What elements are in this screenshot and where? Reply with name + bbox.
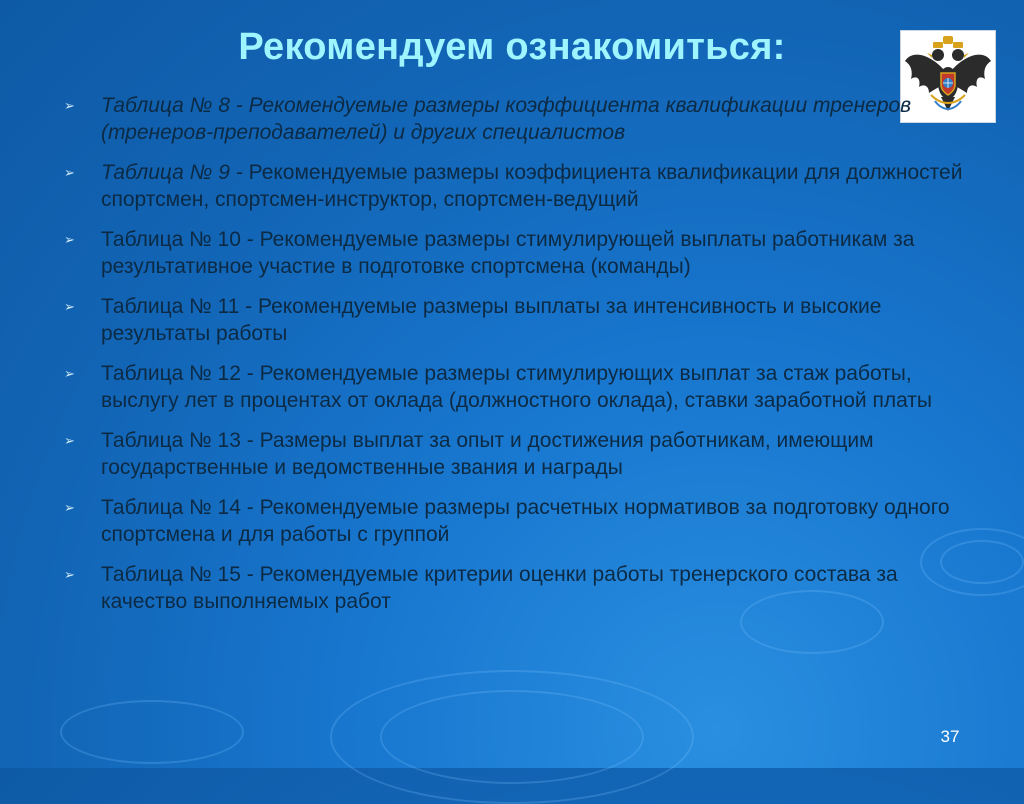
ripple-decoration: [330, 670, 694, 804]
arrow-bullet-icon: ➢: [64, 500, 75, 515]
arrow-bullet-icon: ➢: [64, 366, 75, 381]
item-text: Рекомендуемые размеры стимулирующих выплат за стаж работы, выслугу лет в процентах от оклада (должностного оклада), ставки заработной платы: [101, 362, 933, 412]
item-prefix: Таблица № 15 -: [101, 563, 260, 586]
list-item: [62, 360, 967, 414]
arrow-bullet-icon: ➢: [64, 567, 75, 582]
list-item: [62, 293, 967, 347]
arrow-bullet-icon: ➢: [64, 165, 75, 180]
item-prefix: Таблица № 11 -: [101, 295, 258, 318]
item-prefix: Таблица № 10 -: [101, 228, 260, 251]
list-item: [62, 92, 967, 146]
page-number: 37: [940, 727, 960, 746]
ripple-decoration: [60, 700, 244, 764]
tables-list: [62, 92, 967, 628]
ripple-decoration: [380, 690, 644, 784]
item-text: Размеры выплат за опыт и достижения работникам, имеющим государственные и ведомственные звания и награды: [101, 429, 874, 479]
item-prefix: Таблица № 14 -: [101, 496, 260, 519]
list-item: [62, 159, 967, 213]
item-prefix: Таблица № 13 -: [101, 429, 260, 452]
item-prefix: Таблица № 8 -: [101, 94, 249, 117]
list-item: [62, 226, 967, 280]
arrow-bullet-icon: ➢: [64, 433, 75, 448]
arrow-bullet-icon: ➢: [64, 232, 75, 247]
item-text: Рекомендуемые размеры коэффициента квалификации для должностей спортсмен, спортсмен-инструктор, спортсмен-ведущий: [101, 161, 963, 211]
list-item: [62, 561, 967, 615]
item-text: Рекомендуемые критерии оценки работы тренерского состава за качество выполняемых работ: [101, 563, 898, 613]
arrow-bullet-icon: ➢: [64, 98, 75, 113]
slide-title: Рекомендуем ознакомиться:: [238, 26, 786, 68]
item-text: Рекомендуемые размеры стимулирующей выплаты работникам за результативное участие в подготовке спортсмена (команды): [101, 228, 915, 278]
item-text: Рекомендуемые размеры расчетных нормативов за подготовку одного спортсмена и для работы с группой: [101, 496, 950, 546]
item-prefix: Таблица № 12 -: [101, 362, 260, 385]
item-text: Рекомендуемые размеры выплаты за интенсивность и высокие результаты работы: [101, 295, 882, 345]
arrow-bullet-icon: ➢: [64, 299, 75, 314]
list-item: [62, 427, 967, 481]
item-text: Рекомендуемые размеры коэффициента квалификации тренеров (тренеров-преподавателей) и других специалистов: [101, 94, 912, 144]
list-item: [62, 494, 967, 548]
item-prefix: Таблица № 9 -: [101, 161, 249, 184]
